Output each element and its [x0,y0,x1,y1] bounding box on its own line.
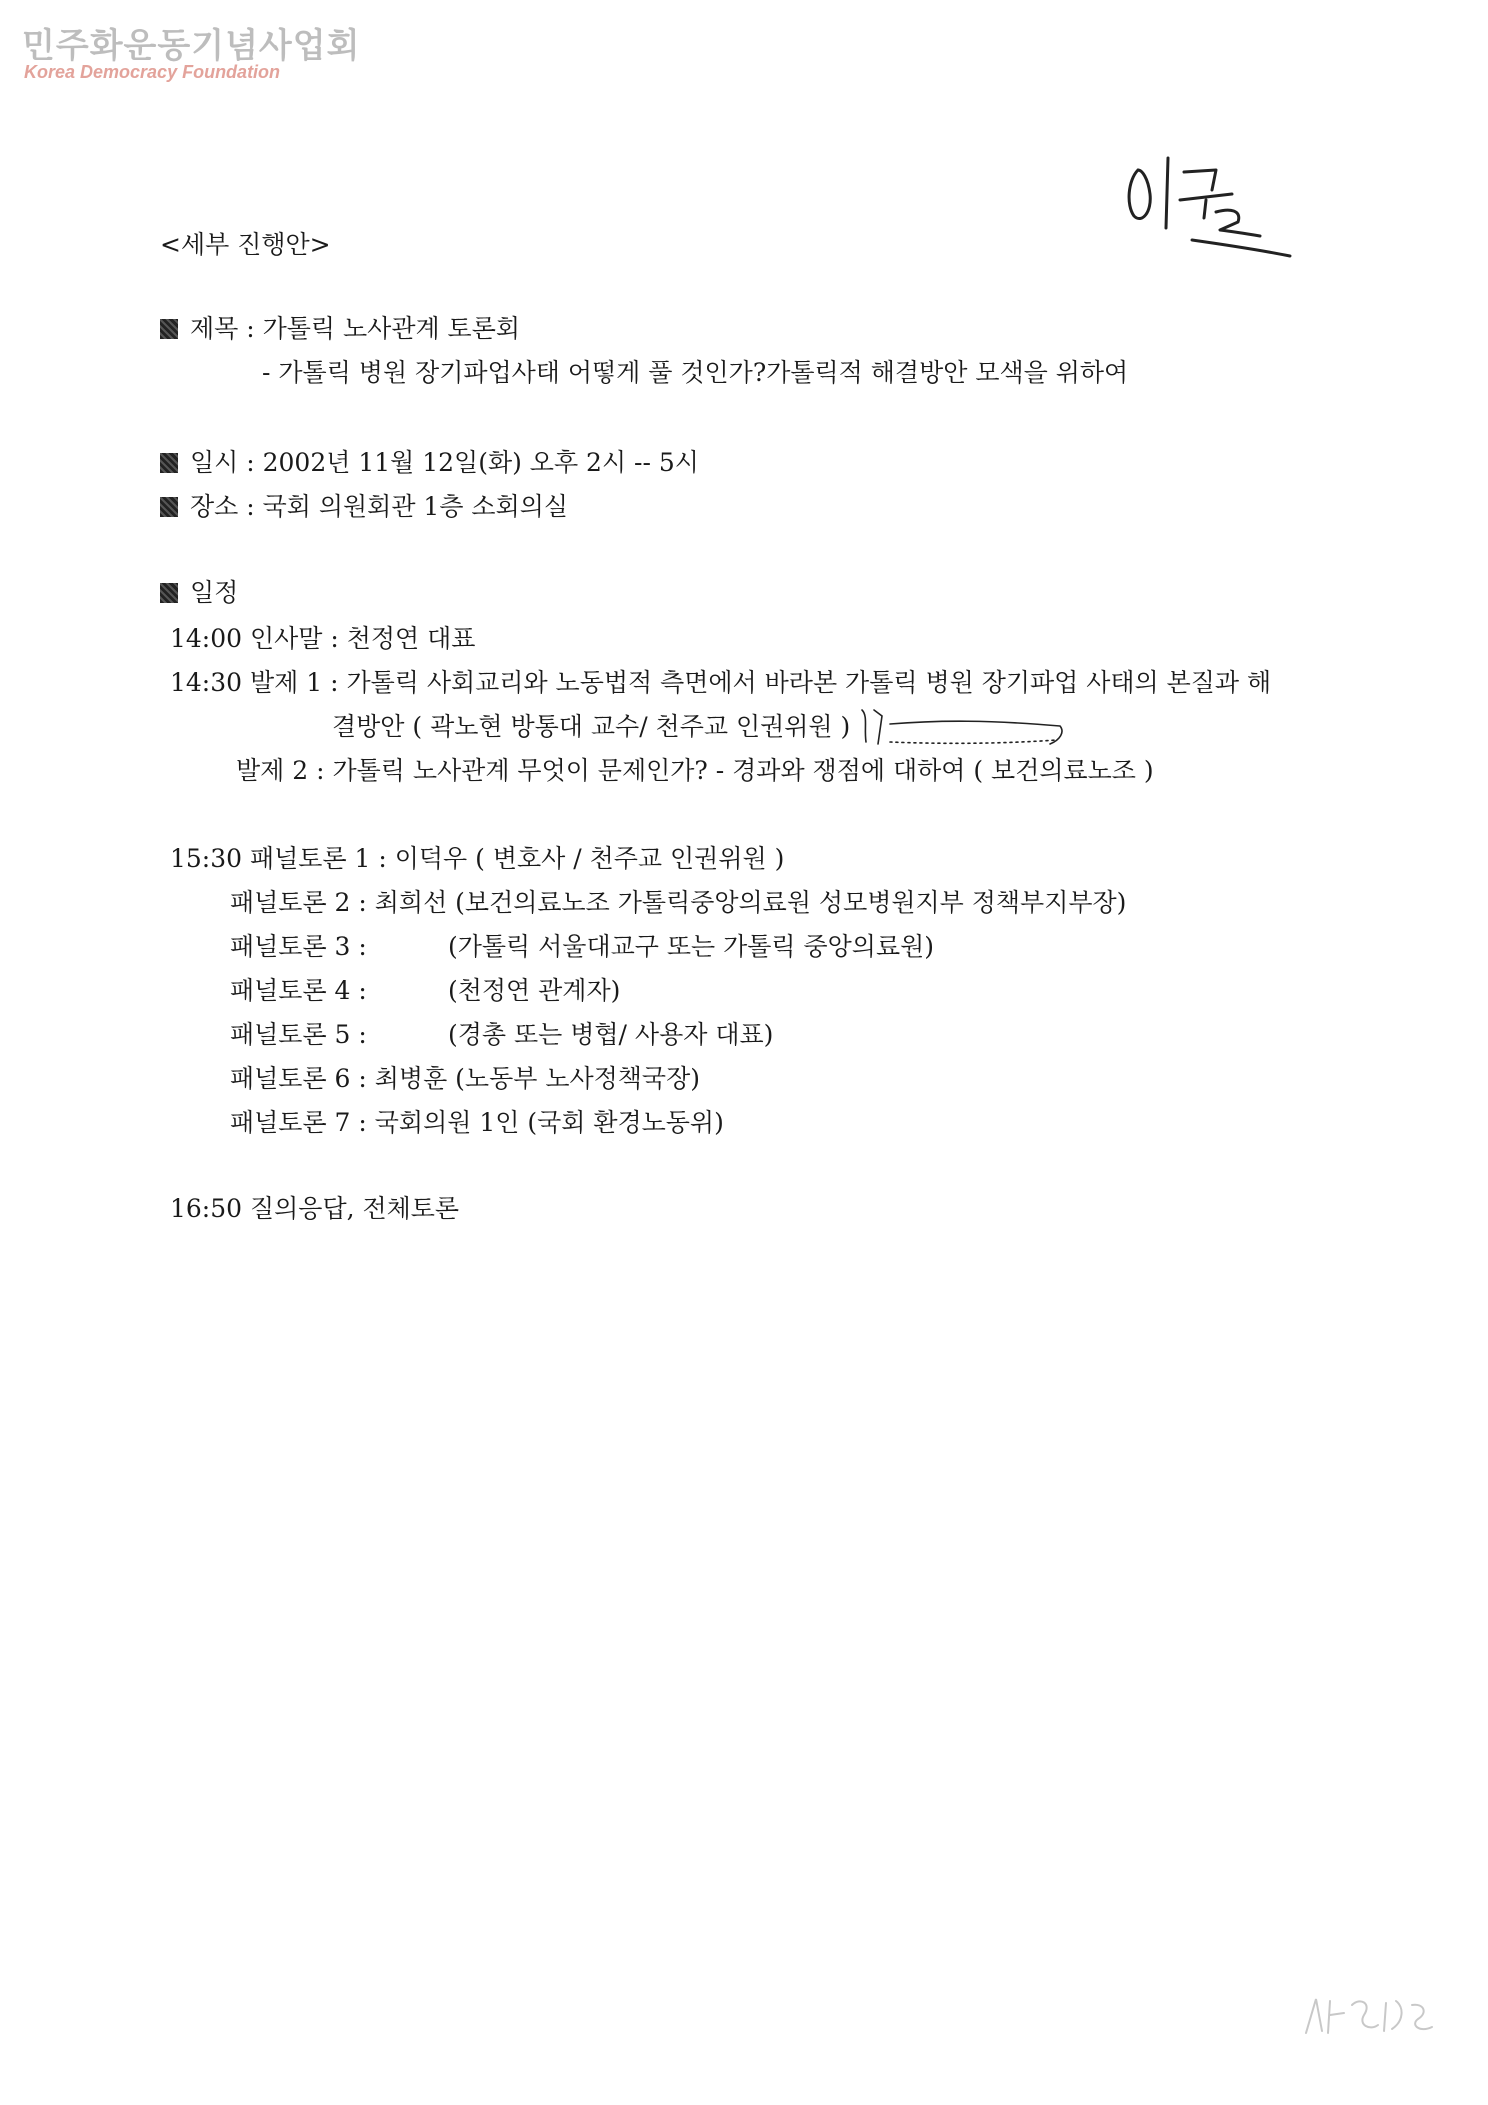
schedule-item: (가톨릭 서울대교구 또는 가톨릭 중앙의료원) [448,932,934,961]
subtitle-text: - 가톨릭 병원 장기파업사태 어떻게 풀 것인가?가톨릭적 해결방안 모색을 위하여 [262,358,1129,387]
schedule-item: 패널토론 6 : 최병훈 (노동부 노사정책국장) [230,1064,700,1093]
title-line [160,316,520,341]
date-text: 일시 : 2002년 11월 12일(화) 오후 2시 -- 5시 [190,448,699,477]
schedule-heading-line [160,580,238,605]
schedule-item: 패널토론 4 : [230,976,367,1005]
square-bullet-icon [160,583,178,603]
square-bullet-icon [160,319,178,339]
title-text: 제목 : 가톨릭 노사관계 토론회 [190,314,521,343]
handwritten-signature [1120,150,1300,260]
schedule-item: 패널토론 2 : 최희선 (보건의료노조 가톨릭중앙의료원 성모병원지부 정책부지부장) [230,888,1127,917]
schedule-item: 패널토론 5 : [230,1020,367,1049]
faint-stamp-mark [1300,1985,1440,2045]
schedule-item: 결방안 ( 곽노현 방통대 교수/ 천주교 인권위원 ) [332,712,851,741]
schedule-item: (천정연 관계자) [448,976,621,1005]
schedule-item: 14:30 발제 1 : 가톨릭 사회교리와 노동법적 측면에서 바라본 가톨릭 병원 장기파업 사태의 본질과 해 [170,668,1272,697]
organization-logo-korean: 민주화운동기념사업회 [22,26,361,66]
square-bullet-icon [160,497,178,517]
schedule-item: (경총 또는 병협/ 사용자 대표) [448,1020,774,1049]
square-bullet-icon [160,453,178,473]
handwritten-mark [860,706,1070,750]
schedule-item: 15:30 패널토론 1 : 이덕우 ( 변호사 / 천주교 인권위원 ) [170,844,785,873]
schedule-item: 패널토론 3 : [230,932,367,961]
venue-text: 장소 : 국회 의원회관 1층 소회의실 [190,492,569,521]
schedule-item: 패널토론 7 : 국회의원 1인 (국회 환경노동위) [230,1108,724,1137]
schedule-item: 16:50 질의응답, 전체토론 [170,1194,460,1223]
venue-line [160,494,568,519]
document-heading: <세부 진행안> [160,230,331,259]
schedule-item: 발제 2 : 가톨릭 노사관계 무엇이 문제인가? - 경과와 쟁점에 대하여 ( 보건의료노조 ) [236,756,1154,785]
organization-logo-english: Korea Democracy Foundation [24,62,281,82]
date-line [160,450,699,475]
schedule-heading-text: 일정 [190,578,239,607]
schedule-item: 14:00 인사말 : 천정연 대표 [170,624,476,653]
